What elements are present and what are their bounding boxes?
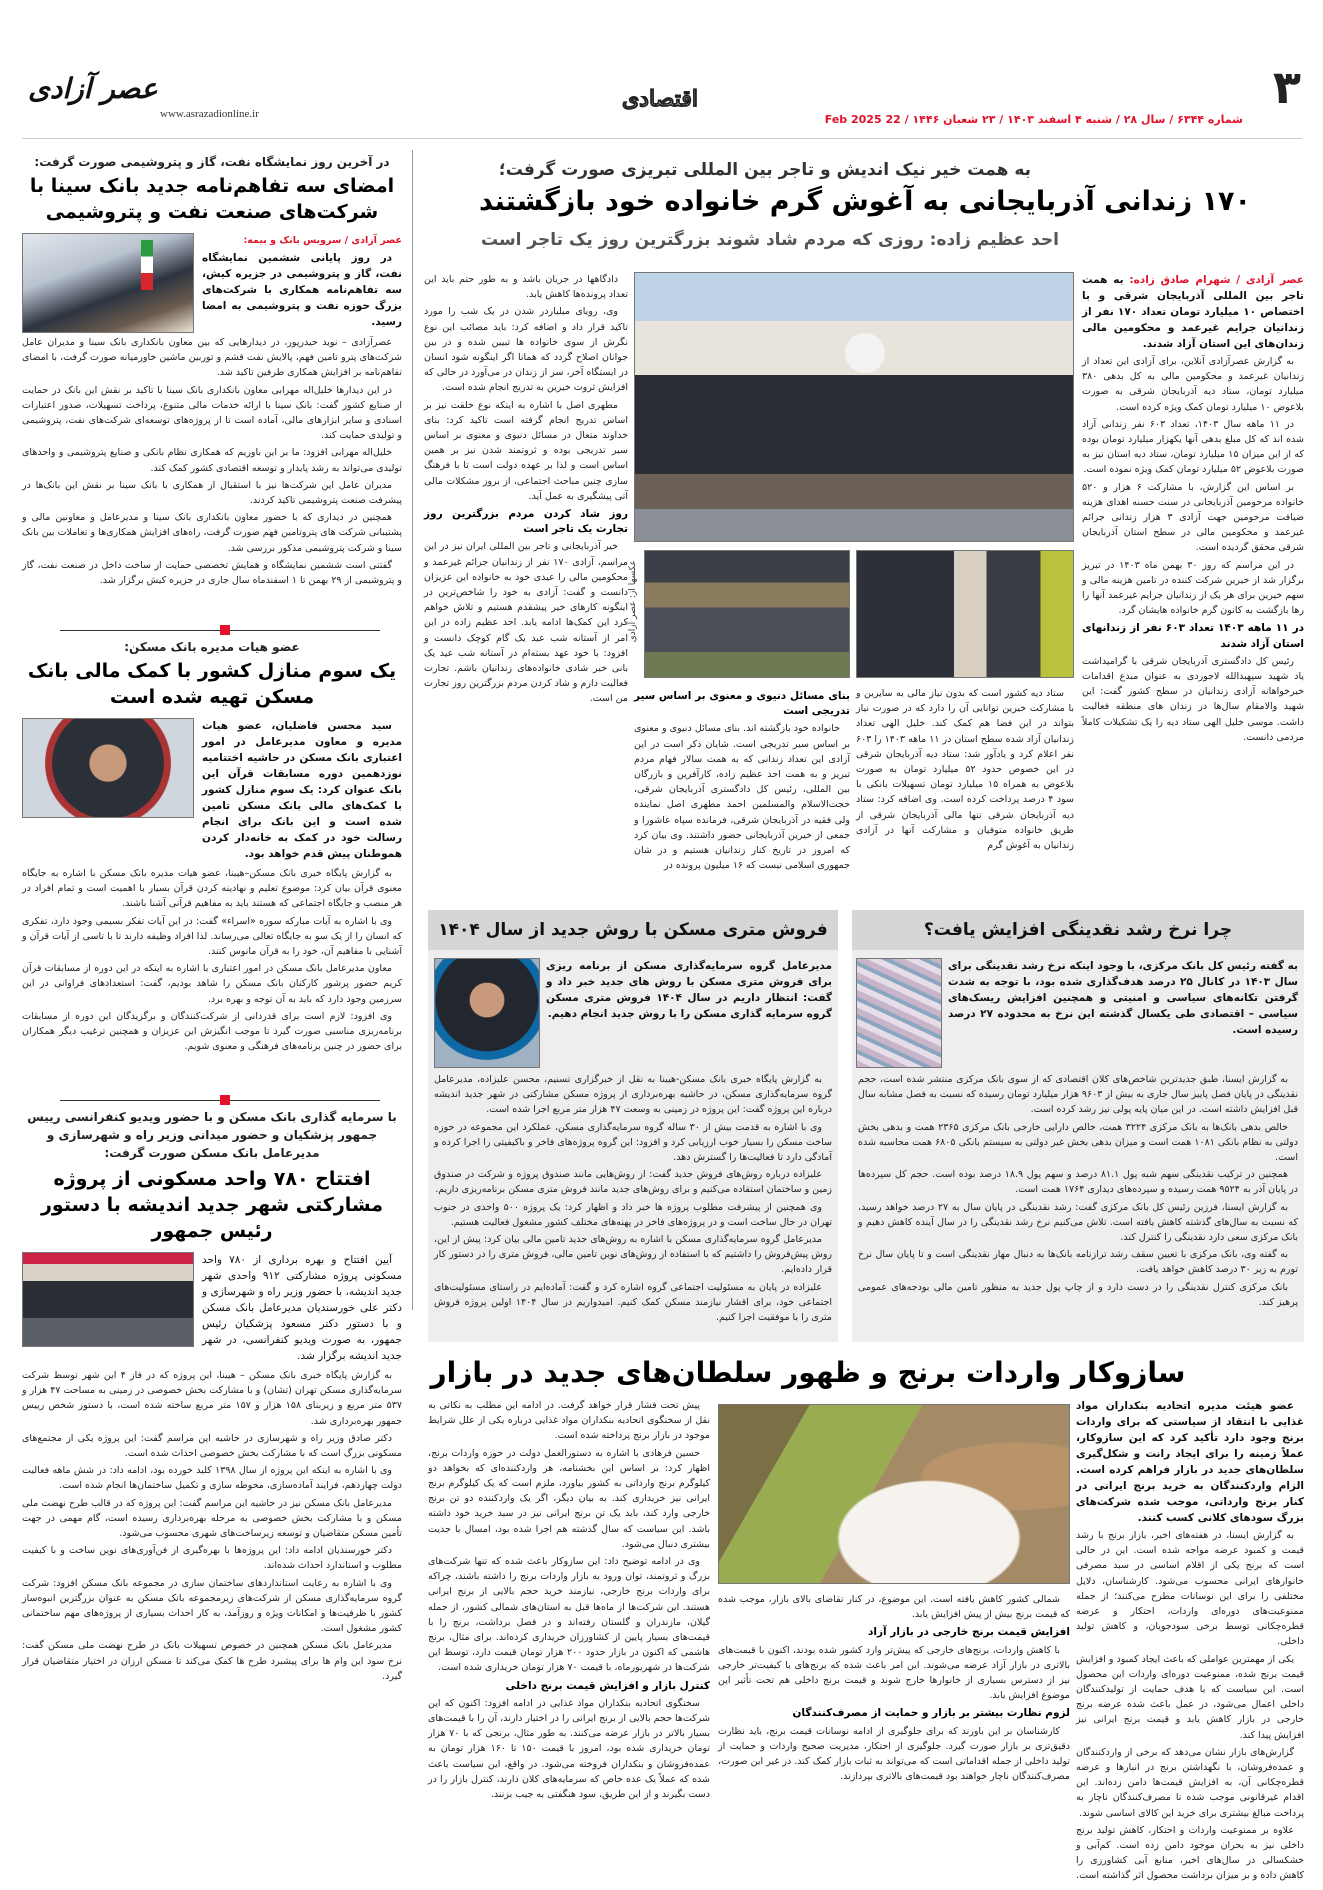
headline: افتتاح ۷۸۰ واحد مسکونی از پروژه مشارکتی شهر جدید اندیشه با دستور رئیس جمهور xyxy=(40,1168,384,1242)
paragraph: دادگاهها در جریان باشد و به طور حتم باید این تعداد پرونده‌ها کاهش یابد. xyxy=(424,274,628,301)
paragraph: وی با اشاره به رعایت استانداردهای ساختمان سازی در مجموعه بانک مسکن افزود: شرکت گروه سرمایه‌گذاری مسکن از شرکت‌های زیرمجموعه بانک مسکن به عنوان بزرگترین انبوه‌ساز کشور با ظرفیت‌ها و امکانات ویژه و روزآمد، به کار احداث بسیاری از پروژه‌های مهم ساختمانی کشور مشغول است. xyxy=(22,1577,402,1635)
paragraph: خیر آذربایجانی و تاجر بین المللی ایران نیز در این مراسم، آزادی ۱۷۰ نفر از زندانیان جرائم غیرعمد و محکومین مالی را عیدی خود به خانواده این عزیزان دانست و گفت: آزادی به خود را شاخص‌ترین در اینگونه کارهای خیر پیشقدم هستیم و تلاش خواهم کرد این کمک‌ها ادامه یابد. احد عظیم زاده در این امر از آستانه شب عید یک گام کوچک دانست و افزود: با خود عهد بسته‌ام در آستانه شب عید یک بانی خیر شادی خانواده‌های زندانیان باشم. تجارت فعالیت دارم و شاد کردن مردم بزرگترین روز تجارت من است. xyxy=(424,541,628,705)
main-col-3 xyxy=(634,686,850,875)
rice-col-3 xyxy=(428,1398,710,1804)
main-col-1 xyxy=(1082,272,1304,747)
paragraph: به گزارش عصرآزادی آنلاین، برای آزادی این تعداد از زندانیان غیرعمد و محکومین مالی به کل بدهی ۳۸۰ میلیارد تومان، ستاد دیه آذربایجان شرقی به صورت بلاعوض ۱۰ میلیارد تومان کمک ویژه کرده است. xyxy=(1082,356,1304,413)
lead: در روز پایانی ششمین نمایشگاه نفت، گاز و پتروشیمی در جزیره کیش، سه تفاهم‌نامه همکاری با شرکت‌های بزرگ حوزه نفت و پتروشیمی به امضا رسید. xyxy=(202,252,402,329)
paragraph: حسین فرهادی با اشاره به دستورالعمل دولت در حوزه واردات برنج، اظهار کرد: بر اساس این بخشنامه، هر واردکننده‌ای که بخواهد دو کیلوگرم برنج وارداتی به کشور بیاورد، ملزم است که یک کیلوگرم برنج ایرانی نیز خریداری کند. به بیان دیگر، اگر یک واردکننده دو تن برنج خارجی وارد کند، باید یک تن برنج ایرانی نیز در سبد خرید خود داشته باشد. این سیاست که سال گذشته هم اجرا شده بود، امسال با جدیت بیشتری دنبال می‌شود. xyxy=(428,1447,710,1550)
photo-speaker-podium xyxy=(856,550,1074,678)
flag-icon xyxy=(141,240,153,290)
paragraph: همچنین در دیداری که با حضور معاون بانکداری بانک سینا و مدیرعامل و معاونین مالی و پشتیبانی شرکت های پتروتامین فهم صورت گرفت، راه‌های افزایش همکاری‌ها و تعاملات بین بانک سینا و شرکت پتروشیمی مذکور بررسی شد. xyxy=(22,512,402,554)
subheading: لزوم نظارت بیشتر بر بازار و حمایت از مصرف‌کنندگان xyxy=(792,1707,1070,1720)
photo-alizadeh xyxy=(434,958,540,1068)
photo-credit: عکسها از: عصر آزادی xyxy=(628,560,638,643)
paragraph: معاون مدیرعامل بانک مسکن در امور اعتباری با اشاره به اینکه در این دوره از مسابقات قرآن کریم حضور پرشور کارکنان بانک مسکن را شاهد بودیم، گفت: استعدادهای فراوانی در این سرزمین وجود دارد که باید به آن توجه و بهره برد. xyxy=(22,963,402,1005)
paragraph: مدیرعامل بانک مسکن همچنین در خصوص تسهیلات بانک در طرح نهضت ملی مسکن گفت: نرخ سود این وام ها برای پیشبرد طرح ها کمک می‌کند تا مسکن ارزان در اختیار متقاضیان قرار گیرد. xyxy=(22,1640,402,1682)
paragraph: وی، رویای میلیاردر شدن در یک شب را مورد تاکید قرار داد و اضافه کرد: باید مصائب این نوع نگرش از سوی خانواده ها تبیین شده و در بین جوانان اصلاح گردد که همانا اگر اینگونه شود انسان در ایستگاه آخر، سر از زندان در می‌آورد در حالی که افزایش ثروت خیرین به تدریج انجام شده است. xyxy=(424,306,628,394)
paragraph: شمالی کشور کاهش یافته است. این موضوع، در کنار تقاضای بالای بازار، موجب شده که قیمت برنج بیش از پیش افزایش یابد. xyxy=(718,1594,1070,1621)
issue-line: شماره ۶۳۴۴ / سال ۲۸ / شنبه ۴ اسفند ۱۴۰۳ / ۲۳ شعبان ۱۴۴۶ / 22 Feb 2025 xyxy=(824,113,1243,126)
website-link[interactable]: www.asrazadionline.ir xyxy=(160,108,259,120)
lead: عضو هیئت مدیره اتحادیه بنکداران مواد غذایی با انتقاد از سیاستی که برای واردات برنج وجود دارد تأکید کرد که این سازوکار، عملاً زمینه را برای ایجاد رانت و شکل‌گیری سلطان‌های جدید در بازار فراهم کرده است. الزام واردکنندگان به خرید برنج ایرانی در کنار برنج وارداتی، موجب شده شرکت‌های بزرگ سودهای کلانی کسب کنند. xyxy=(1076,1400,1304,1524)
paragraph: وی در ادامه توضیح داد: این سازوکار باعث شده که تنها شرکت‌های بزرگ و ثروتمند، توان ورود به بازار واردات برنج را داشته باشند، چراکه برای واردات برنج خارجی، نیازمند خرید حجم بالایی از برنج ایرانی هستند. این شرکت‌ها از ماه‌ها قبل به استان‌های شمالی کشور، از جمله گیلان، مازندران و گلستان رفته‌اند و در فصل برداشت، برنج را با قیمت‌های بسیار پایین از کشاورزان خریداری کرده‌اند. برای مثال، برنج هاشمی که اکنون در بازار حدود ۲۰۰ هزار تومان قیمت دارد، توسط این شرکت‌ها در شهریورماه، با قیمت ۷۰ هزار تومان خریداری شده است. xyxy=(428,1556,710,1674)
lead: سید محسن فاضلیان، عضو هیات مدیره و معاون مدیرعامل در امور اعتباری بانک مسکن در حاشیه اختتامیه نوزدهمین دوره مسابقات قرآن این بانک عنوان کرد: یک سوم منازل کشور با کمک‌های مالی بانک مسکن تامین شده است و این بانک برای انجام رسالت خود در کمک به خانه‌دار کردن هموطنان پیش قدم خواهد بود. xyxy=(202,720,402,860)
paragraph: گزارش‌های بازار نشان می‌دهد که برخی از واردکنندگان و عمده‌فروشان، با نگهداشتن برنج در انبارها و عرضه قطره‌چکانی آن، به افزایش قیمت‌ها دامن زده‌اند. این اقدام غیرقانونی موجب شده تا مصرف‌کنندگان ناچار به پرداخت مبالغ بیشتری برای خرید این کالای اساسی شوند. xyxy=(1076,1746,1304,1819)
paragraph: به گزارش پایگاه خبری بانک مسکن – هیبنا، این پروژه که در فاز ۴ این شهر توسط شرکت سرمایه‌گذاری مسکن تهران (تشان) و با مشارکت بخش خصوصی در زمینی به مساحت ۴۷ هزار و ۵۳۷ متر مربع و زیربنای ۱۵۸ هزار و ۱۵۷ متر مربع ساخته شده است، با دستور شخص رییس جمهور بهره‌برداری شد. xyxy=(22,1370,402,1427)
subheading: در ۱۱ ماهه ۱۴۰۳ تعداد ۶۰۳ نفر از زندانهای استان آزاد شدند xyxy=(1082,622,1305,650)
masthead-rule xyxy=(22,138,1302,139)
paragraph: به گزارش ایسنا، در هفته‌های اخیر، بازار برنج با رشد قیمت و کمبود عرضه مواجه شده است. این در حالی است که برنج یکی از اقلام اساسی در سبد مصرفی خانوارهای ایرانی محسوب می‌شود. کارشناسان، دلایل مختلفی را برای این نوسانات مطرح می‌کنند؛ از جمله ممنوعیت‌های دوره‌ای واردات، احتکار و عرضه قطره‌چکانی توسط برخی سودجویان، و کاهش تولید داخلی. xyxy=(1076,1530,1304,1648)
paragraph: مطهری اصل با اشاره به اینکه نوع خلقت نیز بر اساس تدریج انجام گرفته است تاکید کرد: بنای خداوند متعال در مسائل دنیوی و معنوی بر اساس سیر تدریجی بوده و ثروتمند شدن نیز بر همین اساس است و لذا بر عهده دولت است تا با فرهنگ سازی چنین مباحث اجتماعی، از بروز مشکلات مالی آتی پیشگیری به عمل آید. xyxy=(424,399,628,502)
paragraph: به گزارش ایسنا، فرزین رئیس کل بانک مرکزی گفت: رشد نقدینگی در پایان سال به ۲۷ درصد خواهد رسید، که نسبت به سال‌های گذشته کاهش یافته است. تلاش می‌کنیم نرخ رشد نقدینگی را در سال آینده کاهش دهیم و بانک مرکزی سعی دارد نقدینگی را کنترل کند. xyxy=(858,1201,1298,1244)
lead: آیین افتتاح و بهره برداری از ۷۸۰ واحد مسکونی پروژه مشارکتی ۹۱۲ واحدی شهر جدید اندیشه، با حضور وزیر راه و شهرسازی و دکتر علی خورسندیان مدیرعامل بانک مسکن و با دستور دکتر مسعود پزشکیان رئیس جمهور، به صورت ویدیو کنفرانسی، در شهر جدید اندیشه برگزار شد. xyxy=(202,1254,402,1362)
rice-headline: سازوکار واردات برنج و ظهور سلطان‌های جدید در بازار xyxy=(430,1356,1186,1389)
paragraph: بر اساس این گزارش، با مشارکت ۶ هزار و ۵۲۰ خانواده مرحومین آذربایجانی در سنت حسنه اهدای هزینه ضیافت مرحومین جهت آزادی ۳ هزار زندانی جرائم غیرعمد و محکومین مالی در سطح استان آذربایجان شرقی محقق گردیده است. xyxy=(1082,481,1304,554)
paragraph: در این مراسم که روز ۳۰ بهمن ماه ۱۴۰۳ در تبریز برگزار شد از خیرین شرکت کننده در تامین هزینه مالی و سهم خیرین برای هر یک از زندانیان جرایم غیرعمد آنها را رها بازگشت به کانون گرم خانواده هایشان گرد. xyxy=(1082,559,1304,617)
cleric-figure xyxy=(845,333,885,373)
paragraph: خالص بدهی بانک‌ها به بانک مرکزی ۳۲۲۴ همت، خالص دارایی خارجی بانک مرکزی ۲۳۶۵ همت و بدهی بخش دولتی به نظام بانکی ۱۰۸۱ همت است و میزان بدهی بخش غیر دولتی به سیستم بانکی ۶۸۰۵ همت محاسبه شده است. xyxy=(858,1121,1298,1164)
box-liquidity-text xyxy=(948,958,1298,1040)
byline: عصر آزادی / شهرام صادق زاده: xyxy=(1129,274,1305,286)
lead: به گفته رئیس کل بانک مرکزی، با وجود اینکه نرخ رشد نقدینگی برای سال ۱۴۰۳ در کانال ۲۵ درصد هدف‌گذاری شده بود، با توجه به شدت گرفتن تکانه‌های سیاسی و امنیتی و همچنین افزایش ریسک‌های سیاسی – اقتصادی طی یکسال گذشته این نرخ به محدوده ۲۷ درصد رسیده است. xyxy=(948,960,1298,1036)
kicker: عضو هیات مدیره بانک مسکن: xyxy=(124,640,300,654)
subheading: بنای مسائل دنیوی و معنوی بر اساس سیر تدریجی است xyxy=(634,690,850,718)
paragraph: خلیل‌اله مهرابی افزود: ما بر این باوریم که همکاری نظام بانکی و صنایع پتروشیمی و واحدهای تولیدی می‌تواند به رشد پایدار و توسعه اقتصادی کشور کمک کند. xyxy=(22,447,402,474)
paragraph: مدیرعامل گروه سرمایه‌گذاری مسکن با اشاره به روش‌های جدید تامین مالی بیان کرد: پیش از این، روش پیش‌فروش را داشتیم که با استفاده از روش‌های نوین تامین مالی، فروش متری را در دستور کار قرار داده‌ایم. xyxy=(434,1234,832,1276)
paragraph: خانواده خود بازگشته اند. بنای مسائل دنیوی و معنوی بر اساس سیر تدریجی است. شایان ذکر است در این آزادی این تعداد زندانی که به همت سالار فهام مردم تبریز و به همت احد عظیم زاده، کارآفرین و بازرگان بین المللی، رئیس کل دادگستری آذربایجان شرقی، حجت‌الاسلام والمسلمین احمد مطهری اصل نماینده ولی فقیه در آذربایجان شرقی، فرمانده سپاه عاشورا و جمعی از خیرین آذربایجانی حضور داشتند. وی بیان کرد که امروز در تاریخ کنار زندانیان هستیم و در شان جمهوری اسلامی نیست که ۱۶ میلیون پرونده در xyxy=(634,723,850,872)
paragraph: بانک مرکزی کنترل نقدینگی را در دست دارد و از چاپ پول جدید به منظور تامین مالی بودجه‌های عمومی پرهیز کند. xyxy=(858,1281,1298,1308)
paragraph: به گفته وی، بانک مرکزی با تعیین سقف رشد ترازنامه بانک‌ها به دنبال مهار نقدینگی است و تا پایان سال نرخ تورم به زیر ۳۰ درصد کاهش خواهد یافت. xyxy=(858,1249,1298,1276)
paragraph: عصرآزادی – نوید حیدرپور، در دیدارهایی که بین معاون بانکداری بانک سینا و مدیران عامل شرکت‌های پترو تامین فهم، پالایش نفت قشم و توربین ماشین خاورمیانه صورت گرفت، با امضای تفاهم‌نامه بر افزایش همکاری طرفین تاکید شد. xyxy=(22,337,402,379)
divider-marker xyxy=(220,625,230,635)
main-col-4 xyxy=(424,272,628,709)
paragraph: همچنین در ترکیب نقدینگی سهم شبه پول ۸۱.۱ درصد و سهم پول ۱۸.۹ درصد بوده است. حجم کل سپرده‌ها در پایان آذر به ۹۵۲۴ همت رسیده و سپرده‌های دیداری ۱۷۶۴ همت است. xyxy=(858,1169,1298,1196)
paragraph: علاوه بر ممنوعیت واردات و احتکار، کاهش تولید برنج داخلی نیز به بحران موجود دامن زده است. کم‌آبی و خشکسالی در سال‌های اخیر، منابع آبی کشاورزی را کاهش داده و بر میزان برداشت محصول اثر گذاشته است. xyxy=(1076,1824,1304,1882)
kicker: با سرمایه گذاری بانک مسکن و با حضور ویدیو کنفرانسی رییس جمهور پزشکیان و حضور میدانی وزیر راه و شهرسازی و مدیرعامل بانک مسکن صورت گرفت: xyxy=(27,1110,397,1160)
paragraph: مدیرعامل بانک مسکن نیز در حاشیه این مراسم گفت: این پروژه که در قالب طرح نهضت ملی مسکن و با مشارکت بخش خصوصی به مرحله بهره‌برداری رسیده است، گام مهمی در جهت تأمین مسکن متقاضیان و توسعه زیرساخت‌های شهری محسوب می‌شود. xyxy=(22,1497,402,1540)
paragraph: دکتر خورسندیان ادامه داد: این پروژه‌ها با بهره‌گیری از فن‌آوری‌های نوین ساخت و با کیفیت مطلوب و استاندارد احداث شده‌اند. xyxy=(22,1545,402,1572)
photo-banknotes xyxy=(856,958,942,1068)
paragraph: علیزاده در پایان به مسئولیت اجتماعی گروه اشاره کرد و گفت: آماده‌ایم در راستای مسئولیت‌های اجتماعی خود، برای اقشار نیازمند مسکن کمک کنیم. امیدواریم در سال ۱۴۰۴ اولین پروژه فروش متری را با موفقیت اجرا کنیم. xyxy=(434,1281,832,1324)
divider-marker xyxy=(220,1095,230,1105)
main-col-2 xyxy=(856,686,1074,855)
paragraph: گفتنی است ششمین نمایشگاه و همایش تخصصی حمایت از ساخت داخل در صنعت نفت، گاز و پتروشیمی از ۲۹ بهمن تا ۱ اسفندماه سال جاری در جزیره کیش برگزار شد. xyxy=(22,559,402,587)
story-bank-sina xyxy=(22,155,402,590)
box-housing-headline: فروش متری مسکن با روش جدید از سال ۱۴۰۴ xyxy=(428,910,838,950)
main-headline: ۱۷۰ زندانی آذربایجانی به آغوش گرم خانواده خود بازگشتند xyxy=(478,186,1252,217)
paragraph: ستاد دیه کشور است که بدون نیاز مالی به سایرین و با مشارکت خیرین توانایی آن را دارد که در صورت نیاز بتواند در این فضا هم کمک کند. خلیل الهی تعداد زندانیان آزاد شده سطح استان در ۱۱ ماهه ۱۴۰۳ را ۶۰۳ نفر اعلام کرد و یادآور شد: ستاد دیه آذربایجان شرقی در این خصوص حدود ۵۲ میلیارد تومان به صورت بلاعوض به همراه ۱۵ میلیارد تومان تسهیلات بانکی با سود ۴ درصد پرداخت کرده است. وی اضافه کرد: ستاد دیه آذربایجان شرقی تنها مالی آذربایجان شرقی از طریق خانواده متوفیان و مشارکت آنها در آزادی زندانیان به آغوش گرم xyxy=(856,688,1075,852)
main-subhead: احد عظیم زاده: روزی که مردم شاد شوند بزرگترین روز یک تاجر است xyxy=(480,230,1060,250)
photo-meeting xyxy=(22,233,194,333)
kicker: در آخرین روز نمایشگاه نفت، گاز و پتروشیمی صورت گرفت: xyxy=(34,155,390,169)
photo-rice-grains xyxy=(718,1404,1070,1584)
paragraph: یکی از مهمترین عواملی که باعث ایجاد کمبود و افزایش قیمت برنج شده، ممنوعیت دوره‌ای واردات این محصول است. این سیاست که با هدف حمایت از تولیدکنندگان داخلی اعمال می‌شود، در عمل باعث شده عرضه برنج خارجی در بازار کاهش یابد و قیمت برنج ایرانی نیز افزایش پیدا کند. xyxy=(1076,1653,1304,1741)
story-andisheh-housing xyxy=(22,1108,402,1686)
lead: مدیرعامل گروه سرمایه‌گذاری مسکن از برنامه ریزی برای فروش متری مسکن با روش های جدید خبر داد و گفت: انتظار داریم در سال ۱۴۰۴ فروش متری مسکن گروه سرمایه گذاری مسکن را با روش جدید انجام دهیم. xyxy=(546,960,832,1020)
subheading: کنترل بازار و افزایش قیمت برنج داخلی xyxy=(505,1679,710,1692)
box-liquidity-headline: چرا نرخ رشد نقدینگی افزایش یافت؟ xyxy=(852,910,1304,950)
paragraph: در ۱۱ ماهه سال ۱۴۰۳، تعداد ۶۰۳ نفر زندانی آزاد شده اند که کل مبلغ بدهی آنها یکهزار میلیارد تومان بوده که از این میزان ۱۵ میلیارد تومان، ستاد دیه استان نیز به صورت بلاعوض ۵۲ میلیارد تومان کمک ویژه نموده است. xyxy=(1082,418,1304,476)
box-housing-body xyxy=(434,1072,832,1327)
paragraph: مدیران عامل این شرکت‌ها نیز با استقبال از همکاری با بانک سینا بر نقش این بانک‌ها در پیشرفت صنعت پتروشیمی تاکید کردند. xyxy=(22,479,402,507)
main-kicker: به همت خیر نیک اندیش و تاجر بین المللی تبریزی صورت گرفت؛ xyxy=(498,160,1032,180)
paragraph: کارشناسان بر این باورند که برای جلوگیری از ادامه نوسانات قیمت برنج، باید نظارت دقیق‌تری بر بازار صورت گیرد. جلوگیری از احتکار، مدیریت صحیح واردات و حمایت از تولید داخلی از جمله اقداماتی است که می‌تواند به ثبات بازار کمک کند. در غیر این صورت، مصرف‌کنندگان ناچار خواهند بود قیمت‌های بالاتری بپردازند. xyxy=(718,1725,1070,1783)
box-liquidity-body xyxy=(858,1072,1298,1312)
paragraph: وی همچنین از پیشرفت مطلوب پروژه ها خبر داد و اظهار کرد: یک پروژه ۵۰۰ واحدی در جنوب تهران در حال ساخت است و در پروژه‌های فاخر در پهنه‌های مختلف کشور مشغول فعالیت هستیم. xyxy=(434,1201,832,1228)
paragraph: پیش تحت فشار قرار خواهد گرفت. در ادامه این مطلب به نکاتی به نقل از سخنگوی اتحادیه بنکداران مواد غذایی درباره یکی از علل شرایط موجود در بازار برنج پرداخته شده است. xyxy=(428,1400,710,1442)
paragraph: وی با اشاره به قدمت بیش از ۳۰ ساله گروه سرمایه‌گذاری مسکن، عملکرد این مجموعه در حوزه ساخت مسکن را بسیار خوب ارزیابی کرد و افزود: این گروه پروژه‌های فاخر و باکیفیتی را اجرا کرده و آمادگی دارد تا فعالیت‌ها را گسترش دهد. xyxy=(434,1121,832,1164)
logo: عصر آزادی xyxy=(28,72,158,105)
paragraph: با کاهش واردات، برنج‌های خارجی که پیش‌تر وارد کشور شده بودند، اکنون با قیمت‌های بالاتری در بازار آزاد عرضه می‌شوند. این امر باعث شده که برنج‌های با کیفیت‌تر خارجی نیز از دسترس بسیاری از خانوارها خارج شوند و قیمت برنج داخلی هم تحت تأثیر این موضوع افزایش یابد. xyxy=(718,1644,1070,1702)
headline: یک سوم منازل کشور با کمک مالی بانک مسکن تهیه شده است xyxy=(27,660,397,708)
photo-ceremony-group xyxy=(634,272,1074,542)
byline: عصر آزادی / سرویس بانک و بیمه: xyxy=(243,235,402,246)
paragraph: به گزارش پایگاه خبری بانک مسکن-هیبنا به نقل از خبرگزاری تسنیم، محسن علیزاده، مدیرعامل گروه سرمایه‌گذاری مسکن، در حاشیه بهره‌برداری از پروژه مسکن مشارکتی در شهر جدید اندیشه درباره این پروژه گفت: این پروژه در زمینی به وسعت ۴۷ هزار متر مربع اجرا شده است. xyxy=(434,1074,832,1116)
column-divider xyxy=(412,150,413,1310)
subheading: روز شاد کردن مردم بزرگترین روز تجارت یک تاجر است xyxy=(424,508,628,536)
headline: امضای سه تفاهم‌نامه جدید بانک سینا با شرکت‌های صنعت نفت و پتروشیمی xyxy=(29,175,395,223)
rice-col-2 xyxy=(718,1592,1070,1786)
page-number: ۳ xyxy=(1272,60,1301,114)
paragraph: وی افزود: لازم است برای قدردانی از شرکت‌کنندگان و برگزیدگان این دوره از مسابقات برنامه‌ریزی مناسبی صورت گیرد تا موجب انگیزش این عزیزان و همچنین ترغیب دیگر همکاران برای حضور در چنین برنامه‌های فرهنگی و معنوی شویم. xyxy=(22,1010,402,1053)
paragraph: در این دیدارها خلیل‌اله مهرابی معاون بانکداری بانک سینا با تاکید بر نقش این بانک در حمایت از صنایع کشور گفت: بانک سینا با ارائه خدمات مالی متنوع، پرداخت تسهیلات، صدور اعتبارات اسنادی و سایر ابزارهای مالی، آماده است تا از پروژه‌های توسعه‌ای شرکت‌های نفت، پتروشیمی و تولیدی حمایت کند. xyxy=(22,384,402,442)
paragraph: سخنگوی اتحادیه بنکداران مواد غذایی در ادامه افزود: اکنون که این شرکت‌ها حجم بالایی از برنج ایرانی را در اختیار دارند، آن را با قیمت‌های بسیار بالاتر در بازار عرضه می‌کنند. به طور مثال، برنجی که با ۷۰ هزار تومان خریداری شده بود، امروز با قیمت ۱۵۰ تا ۱۶۰ هزار تومان به عمده‌فروشان و بنکداران فروخته می‌شود. در واقع، این سیاست باعث شده که عملاً یک عده خاص که سرمایه‌های کلان دارند، کنترل بازار را در دست بگیرند و از این طریق، سود هنگفتی به جیب بزنند. xyxy=(428,1697,711,1801)
photo-fazelian xyxy=(22,718,194,818)
photo-ribbon-cutting xyxy=(22,1252,194,1347)
paragraph: به گزارش ایسنا، طبق جدیدترین شاخص‌های کلان اقتصادی که از سوی بانک مرکزی منتشر شده است، حجم نقدینگی در پایان فصل پاییز سال جاری به بیش از ۹۶۰۳ هزار میلیارد تومان رسیده که نسبت به فصل مشابه سال قبل افزایش داشته است. در این میان پایه پولی نیز رشد کرده است. xyxy=(858,1074,1298,1116)
lead: به همت تاجر بین المللی آذربایجان شرقی و با اختصاص ۱۰ میلیارد تومان تعداد ۱۷۰ نفر از زندانیان جرایم غیرعمد و محکومین مالی زندان‌های این استان آزاد شدند. xyxy=(1082,274,1304,350)
photo-audience-seated xyxy=(644,550,850,678)
paragraph: علیزاده درباره روش‌های فروش جدید گفت: از روش‌هایی مانند صندوق پروژه و شرکت در صندوق زمین و ساختمان استفاده می‌کنیم و برای روش‌های جدید مانند فروش متری مسکن برنامه‌ریزی داریم. xyxy=(434,1169,832,1196)
section-title: اقتصادی xyxy=(621,86,699,112)
paragraph: دکتر صادق وزیر راه و شهرسازی در حاشیه این مراسم گفت: این پروژه یکی از مجتمع‌های مسکونی بزرگ است که با مشارکت بخش خصوصی احداث شده است. xyxy=(22,1432,402,1460)
paragraph: به گزارش پایگاه خبری بانک مسکن–هیبنا، عضو هیات مدیره بانک مسکن با اشاره به جایگاه معنوی قرآن بیان کرد: موضوع تعلیم و نهادینه کردن قرآن بسیار با اهمیت است و تمام افراد در هر منصب و جایگاه اجتماعی که هستند باید به مفاهیم قرآنی آشنا باشند. xyxy=(22,868,402,910)
paragraph: وی با اشاره به اینکه این پروژه از سال ۱۳۹۸ کلید خورده بود، ادامه داد: در شش ماهه فعالیت دولت چهاردهم، فرایند آماده‌سازی، محوطه سازی و تکمیل ساختمان‌ها انجام شده است. xyxy=(22,1465,402,1492)
subheading: افزایش قیمت برنج خارجی در بازار آزاد xyxy=(867,1626,1070,1639)
paragraph: رئیس کل دادگستری آذربایجان شرقی با گرامیداشت یاد شهید سپهبدالله لاجوردی به عنوان مبدع اقدامات خیرخواهانه آزادی زندانیان در سطح کشور گفت: این شهید والامقام سال‌ها در زندان های منطقه فعالیت داشت. موسی خلیل الهی ستاد دیه را یک تشکیلات کاملاً مردمی دانست. xyxy=(1082,655,1304,743)
paragraph: وی با اشاره به آیات مبارکه سوره «اسراء» گفت: در این آیات تفکر بسیمی وجود دارد، تفکری که انسان را از یک سو به جایگاه تعالی می‌رساند. لذا افراد وظیفه دارند تا با تاسی از آیات قرآن و آشنایی با مفاهیم آن، خود را به قرآن مانوس کنند. xyxy=(22,915,402,958)
story-maskan-third xyxy=(22,640,402,1056)
box-housing-text xyxy=(546,958,832,1024)
rice-col-1 xyxy=(1076,1398,1304,1886)
